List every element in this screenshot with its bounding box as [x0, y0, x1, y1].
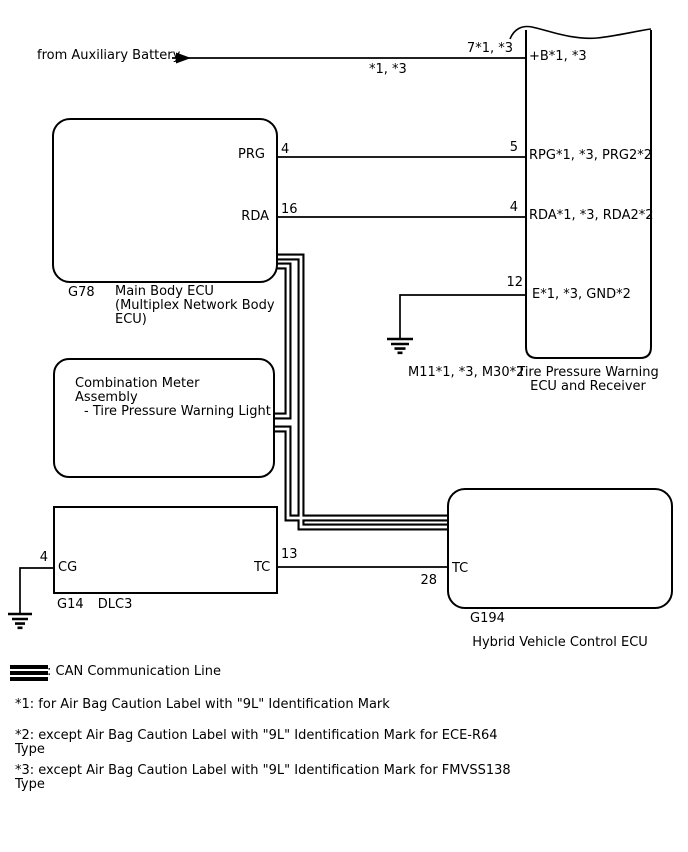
hybrid-pin-tc-number: 28	[420, 573, 437, 588]
tpw-pin-rpg-label: RPG*1, *3, PRG2*2	[529, 148, 653, 163]
mbe-pin-rda-number: 16	[281, 202, 298, 217]
tpw-pin-e-label: E*1, *3, GND*2	[532, 287, 631, 302]
footnote-2-line: *2: except Air Bag Caution Label with "9L" Identification Mark for ECE-R64	[15, 728, 498, 743]
tpw-ecu-box	[526, 30, 651, 358]
mbe-caption-line: (Multiplex Network Body	[115, 298, 275, 313]
aux-wire-note: *1, *3	[369, 62, 407, 77]
footnote-2	[15, 729, 498, 757]
combination-meter-line: Assembly	[75, 390, 138, 405]
footnote-3-line: *3: except Air Bag Caution Label with "9L" Identification Mark for FMVSS138	[15, 763, 511, 778]
hybrid-connector-code: G194	[470, 611, 505, 626]
footnote-1: *1: for Air Bag Caution Label with "9L" Identification Mark	[15, 697, 390, 712]
dlc3-connector-code: G14	[57, 597, 84, 612]
tpw-pin-rda-label: RDA*1, *3, RDA2*2	[529, 208, 654, 223]
dlc3-pin-cg-label: CG	[58, 560, 78, 575]
dlc3-box	[53, 506, 278, 594]
main-body-ecu-box	[52, 118, 278, 283]
aux-battery-label: from Auxiliary Battery	[37, 48, 181, 63]
tpw-pin-rda-number: 4	[509, 200, 518, 215]
combination-meter-line: Combination Meter	[75, 376, 200, 391]
tpw-caption	[513, 366, 663, 394]
mbe-caption-line: ECU)	[115, 312, 147, 327]
tpw-connector-code: M11*1, *3, M30*2	[408, 365, 525, 380]
hybrid-ecu-box	[447, 488, 673, 609]
tpw-pin-b-label: +B*1, *3	[529, 49, 587, 64]
tpw-pin-e-number: 12	[506, 275, 523, 290]
cg-ground-icon	[8, 614, 32, 628]
mbe-pin-prg-label: PRG	[238, 147, 265, 162]
can-line-symbol-icon	[10, 665, 48, 683]
e-ground-icon	[387, 339, 413, 353]
can-wire-mbe-hybrid	[277, 257, 448, 527]
footnote-2-line: Type	[15, 742, 45, 757]
dlc3-pin-tc-number: 13	[281, 547, 298, 562]
hybrid-caption: Hybrid Vehicle Control ECU	[472, 635, 648, 650]
cg-ground-wire	[20, 568, 54, 613]
combination-meter-line: - Tire Pressure Warning Light	[84, 404, 271, 419]
tpw-pin-rpg-number: 5	[509, 140, 518, 155]
tpw-caption-line: Tire Pressure Warning	[517, 365, 659, 380]
mbe-connector-code: G78	[68, 285, 95, 300]
mbe-pin-prg-number: 4	[281, 142, 290, 157]
can-symbol-bar	[10, 665, 48, 669]
can-symbol-bar	[10, 677, 48, 681]
mbe-pin-rda-label: RDA	[241, 209, 269, 224]
tpw-caption-line: ECU and Receiver	[530, 379, 646, 394]
can-bus-wires	[274, 257, 448, 527]
footnote-3	[15, 764, 511, 792]
dlc3-name: DLC3	[97, 597, 133, 612]
e-ground-wire	[400, 295, 526, 338]
can-wire-mbe-meter	[274, 266, 288, 416]
mbe-caption	[115, 285, 275, 327]
can-symbol-bar	[10, 671, 48, 675]
mbe-caption-line: Main Body ECU	[115, 284, 214, 299]
combination-meter-caption	[75, 377, 271, 419]
hybrid-pin-tc-label: TC	[452, 561, 469, 576]
dlc3-pin-cg-number: 4	[39, 550, 48, 565]
footnote-3-line: Type	[15, 777, 45, 792]
dlc3-caption	[57, 598, 132, 612]
tpw-pin-b-number: 7*1, *3	[466, 41, 513, 56]
legend-can-label: : CAN Communication Line	[47, 664, 222, 679]
dlc3-pin-tc-label: TC	[254, 560, 271, 575]
